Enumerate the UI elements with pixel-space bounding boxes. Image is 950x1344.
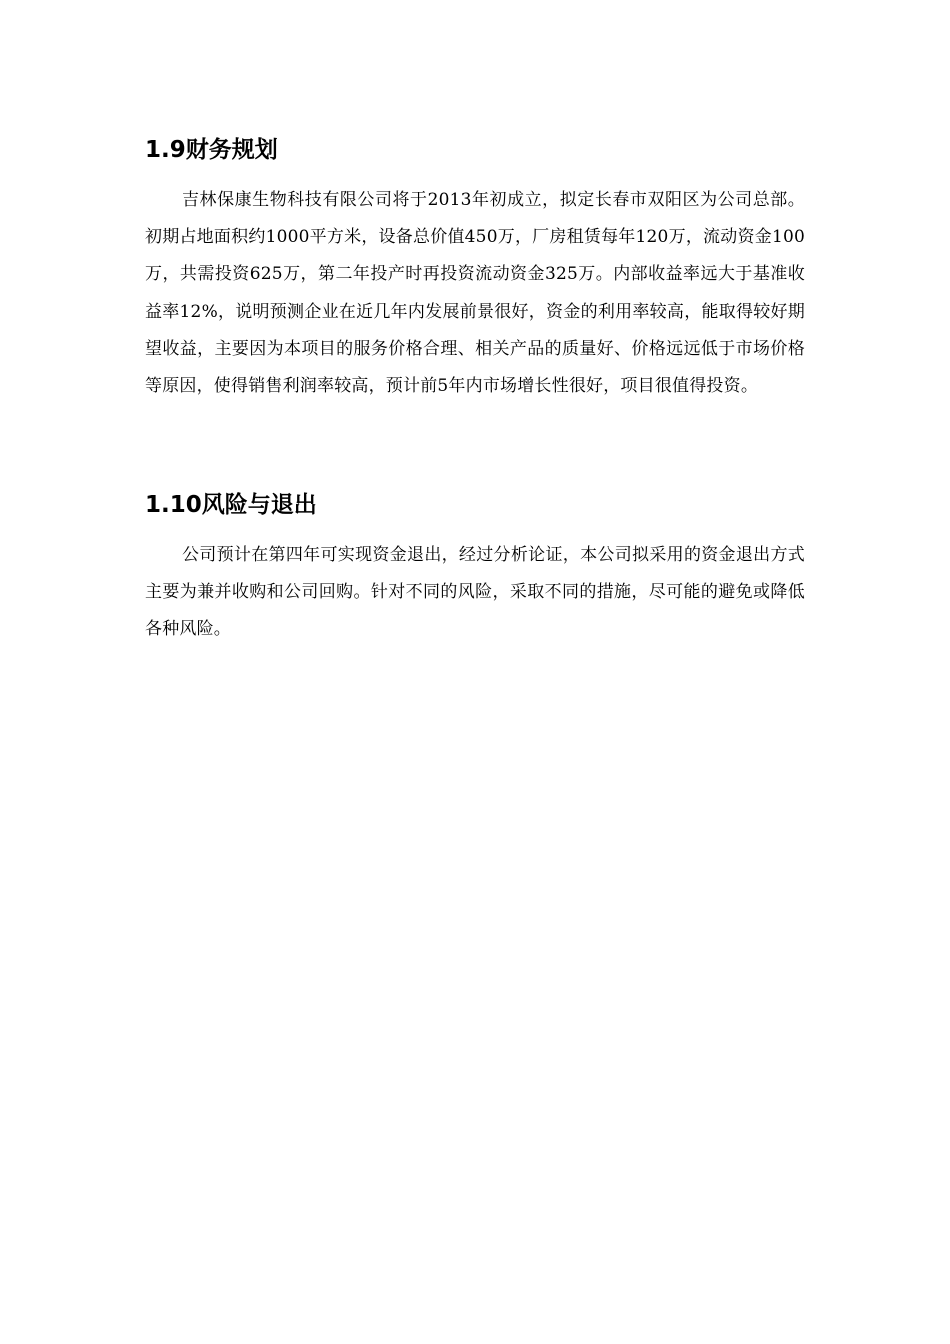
section-risk-and-exit bbox=[145, 488, 805, 649]
section-paragraph: 公司预计在第四年可实现资金退出，经过分析论证，本公司拟采用的资金退出方式主要为兼并收购和公司回购。针对不同的风险，采取不同的措施，尽可能的避免或降低各种风险。 bbox=[145, 545, 805, 640]
section-paragraph: 吉林保康生物科技有限公司将于2013年初成立，拟定长春市双阳区为公司总部。初期占地面积约1000平方米，设备总价值450万，厂房租赁每年120万，流动资金100万，共需投资625万，第二年投产时再投资流动资金325万。内部收益率远大于基准收益率12%，说明预测企业在近几年内发展前景很好，资金的利用率较高，能取得较好期望收益，主要因为本项目的服务价格合理、相关产品的质量好、价格远远低于市场价格等原因，使得销售利润率较高，预计前5年内市场增长性很好，项目很值得投资。 bbox=[145, 190, 805, 397]
section-heading: 1.10风险与退出 bbox=[145, 492, 317, 518]
section-financial-planning bbox=[145, 133, 805, 405]
section-heading: 1.9财务规划 bbox=[145, 137, 278, 163]
